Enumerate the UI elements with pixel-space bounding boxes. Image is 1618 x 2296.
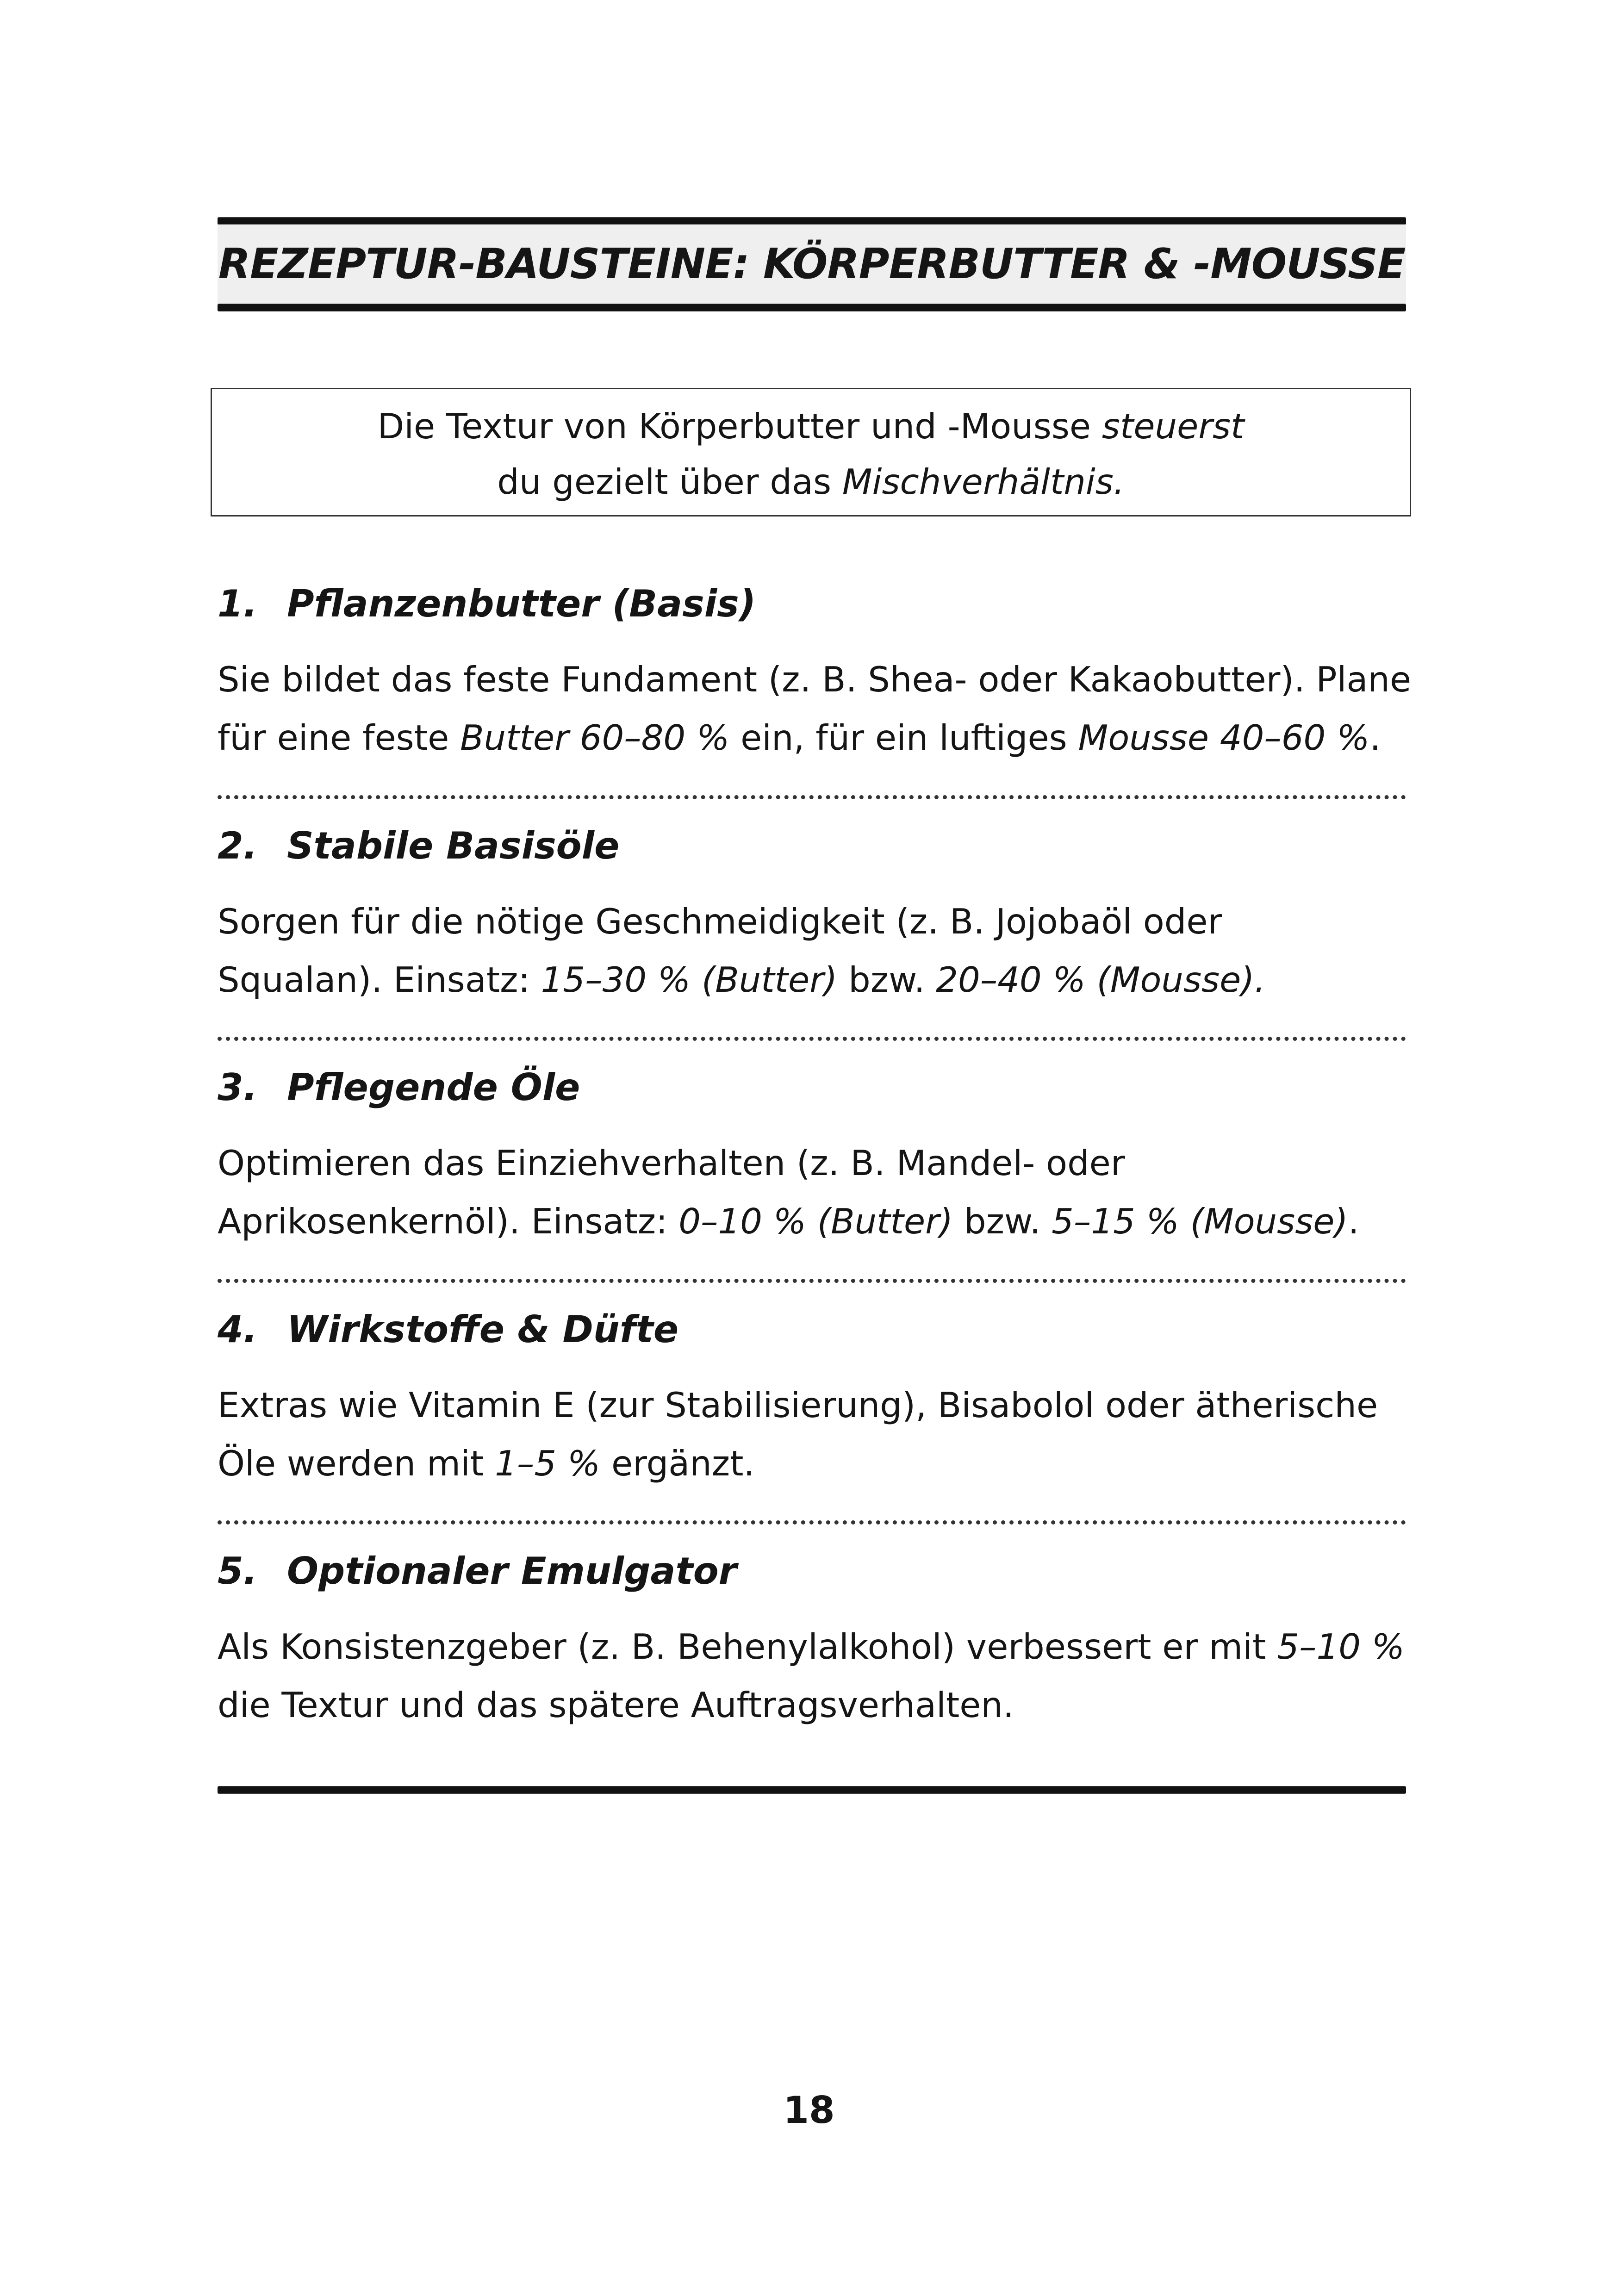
body-line-1: Optimieren das Einziehverhalten (z. B. Mandel- oder — [218, 1143, 1125, 1183]
section-body — [218, 892, 1421, 1009]
intro-text-2: du gezielt über das — [497, 461, 832, 502]
body-emphasis: 5–15 % (Mousse) — [1052, 1201, 1348, 1242]
section-number: 4. — [218, 1308, 258, 1351]
intro-box — [211, 388, 1411, 516]
title-top-rule — [218, 218, 1406, 224]
section-heading — [218, 1548, 1421, 1594]
section-heading — [218, 1064, 1421, 1111]
section-body — [218, 1134, 1421, 1251]
body-text: ein, für ein luftiges — [741, 717, 1067, 758]
body-emphasis: 20–40 % (Mousse). — [936, 959, 1266, 1000]
body-line-1: Sie bildet das feste Fundament (z. B. Shea- oder Kakaobutter). Plane — [218, 659, 1412, 700]
body-text: bzw. — [848, 959, 925, 1000]
intro-text-1: Die Textur von Körperbutter und -Mousse — [377, 406, 1091, 447]
section-title: Pflanzenbutter (Basis) — [287, 582, 756, 625]
body-emphasis: 5–10 % — [1277, 1626, 1405, 1667]
section-heading — [218, 1307, 1421, 1353]
body-text: . — [1348, 1201, 1359, 1242]
body-line-1: Extras wie Vitamin E (zur Stabilisierung), Bisabolol oder ätherische — [218, 1385, 1378, 1425]
intro-line-2 — [212, 454, 1410, 510]
section-heading — [218, 823, 1421, 869]
section-number: 3. — [218, 1066, 258, 1109]
body-text: Aprikosenkernöl). Einsatz: — [218, 1201, 668, 1242]
section-title: Pflegende Öle — [287, 1066, 580, 1109]
section-title: Wirkstoffe & Düfte — [287, 1308, 679, 1351]
section-heading — [218, 581, 1421, 627]
section-emulsifier — [218, 1548, 1421, 1734]
body-line-2 — [218, 951, 1421, 1009]
body-emphasis: 1–5 % — [495, 1443, 601, 1484]
section-number: 5. — [218, 1549, 258, 1593]
intro-emphasis-2: Mischverhältnis. — [842, 461, 1125, 502]
title-bottom-rule — [218, 304, 1406, 311]
body-emphasis: Mousse 40–60 % — [1078, 717, 1370, 758]
body-line-2 — [218, 1434, 1421, 1493]
section-plant-butter — [218, 581, 1421, 767]
body-text: Als Konsistenzgeber (z. B. Behenylalkohol) verbessert er mit — [218, 1626, 1266, 1667]
dotted-divider — [218, 795, 1406, 799]
body-text: . — [1369, 717, 1381, 758]
section-title: Optionaler Emulgator — [287, 1549, 737, 1593]
dotted-divider — [218, 1037, 1406, 1041]
section-number: 2. — [218, 824, 258, 867]
intro-line-1 — [212, 398, 1410, 454]
body-line-1: Sorgen für die nötige Geschmeidigkeit (z. B. Jojobaöl oder — [218, 901, 1222, 942]
page-title: REZEPTUR-BAUSTEINE: KÖRPERBUTTER & -MOUSSE — [218, 240, 1406, 288]
body-text: Öle werden mit — [218, 1443, 484, 1484]
body-line-1 — [218, 1618, 1421, 1676]
section-number: 1. — [218, 582, 258, 625]
body-emphasis: 0–10 % (Butter) — [678, 1201, 953, 1242]
body-line-2 — [218, 1192, 1421, 1251]
body-emphasis: Butter 60–80 % — [460, 717, 730, 758]
section-body — [218, 1376, 1421, 1493]
section-body — [218, 1618, 1421, 1734]
page-number: 18 — [783, 2089, 835, 2132]
body-text: bzw. — [964, 1201, 1041, 1242]
bottom-rule — [218, 1786, 1406, 1793]
body-text: ergänzt. — [611, 1443, 755, 1484]
body-text: für eine feste — [218, 717, 449, 758]
section-title: Stabile Basisöle — [287, 824, 620, 867]
dotted-divider — [218, 1279, 1406, 1283]
body-line-2 — [218, 709, 1421, 767]
section-care-oils — [218, 1064, 1421, 1251]
section-actives-fragrances — [218, 1307, 1421, 1493]
intro-emphasis-1: steuerst — [1101, 406, 1245, 447]
section-base-oils — [218, 823, 1421, 1009]
body-line-2: die Textur und das spätere Auftragsverhalten. — [218, 1685, 1014, 1725]
body-text: Squalan). Einsatz: — [218, 959, 530, 1000]
body-emphasis: 15–30 % (Butter) — [541, 959, 838, 1000]
dotted-divider — [218, 1520, 1406, 1524]
section-body — [218, 650, 1421, 767]
